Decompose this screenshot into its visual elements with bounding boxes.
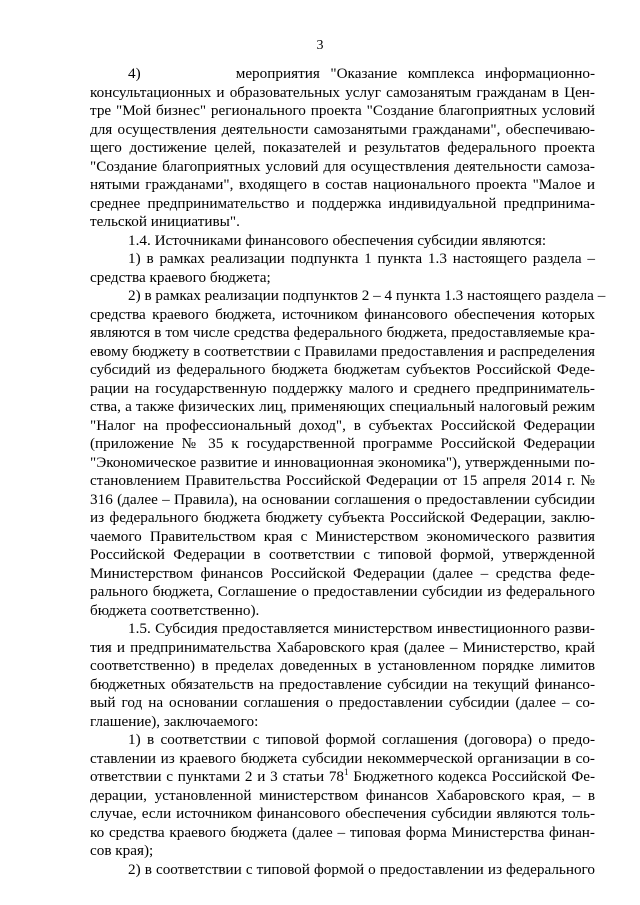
text-line xyxy=(90,398,595,417)
text-line-content: сов края); xyxy=(90,842,154,859)
text-line xyxy=(90,158,595,177)
text-line-content: "Экономическое развитие и инновационная экономика"), утвержденными по- xyxy=(90,453,595,471)
text-line-content: становлением Правительства Российской Федерации от 15 апреля 2014 г. № xyxy=(90,472,595,489)
text-line xyxy=(90,102,595,121)
text-line-content: Российской Федерации в соответствии с типовой формой, утвержденной xyxy=(90,546,595,563)
text-line xyxy=(90,65,595,84)
text-line-content: ставлении из краевого бюджета субсидии некоммерческой организации в со- xyxy=(90,749,595,767)
text-line-content: рального бюджета, Соглашение о предоставлении субсидии из федерального xyxy=(90,583,595,600)
text-line xyxy=(90,324,595,343)
text-line-content: тре "Мой бизнес" регионального проекта "Создание благоприятных условий xyxy=(90,102,595,119)
text-line xyxy=(90,731,595,750)
text-line-content: дерации, установленной министерством финансов Хабаровского края, – в xyxy=(90,786,595,804)
text-line xyxy=(90,583,595,602)
text-line xyxy=(90,713,595,732)
text-line xyxy=(90,380,595,399)
text-line-content: среднее предпринимательство и поддержка индивидуальной предпринима- xyxy=(90,194,595,212)
text-line-content: средства краевого бюджета; xyxy=(90,268,271,286)
text-line-content: ства, а также физических лиц, применяющих специальный налоговый режим xyxy=(90,398,595,415)
text-line-content: являются в том числе средства федерального бюджета, предоставляемые кра- xyxy=(90,324,595,341)
text-line xyxy=(90,824,595,843)
text-line xyxy=(90,176,595,195)
text-line-content: 316 (далее – Правила), на основании соглашения о предоставлении субсидии xyxy=(90,490,595,508)
text-line xyxy=(90,435,595,454)
text-line xyxy=(90,139,595,158)
text-line-content: субсидий из федерального бюджета бюджетам субъектов Российской Феде- xyxy=(90,361,595,378)
text-line xyxy=(90,269,595,288)
text-line xyxy=(90,213,595,232)
text-line xyxy=(90,676,595,695)
text-line-content: "Создание благоприятных условий для осуществления деятельности самоза- xyxy=(90,157,595,175)
text-line-content: 1.4. Источниками финансового обеспечения субсидии являются: xyxy=(128,231,547,249)
text-line-content: 1) в соответствии с типовой формой соглашения (договора) о предо- xyxy=(128,731,595,748)
text-line-content: бюджетных обязательств на предоставление субсидии на текущий финансо- xyxy=(90,675,595,693)
text-line-content: Министерством финансов Российской Федерации (далее – средства феде- xyxy=(90,564,595,582)
text-line-content: средства краевого бюджета, источником финансового обеспечения которых xyxy=(90,305,595,323)
page-number: 3 xyxy=(316,38,324,53)
superscript: 1 xyxy=(344,766,349,777)
text-line xyxy=(90,472,595,491)
text-line-content: из федерального бюджета бюджету субъекта Российской Федерации, заклю- xyxy=(90,509,595,526)
text-line xyxy=(90,491,595,510)
text-line xyxy=(90,306,595,325)
text-line xyxy=(90,602,595,621)
text-line-content: 2) в рамках реализации подпунктов 2 – 4 пункта 1.3 настоящего раздела – xyxy=(128,287,606,304)
text-line-content: нятыми гражданами", входящего в состав национального проекта "Малое и xyxy=(90,176,595,193)
text-line xyxy=(90,639,595,658)
text-line xyxy=(90,750,595,769)
text-line xyxy=(90,509,595,528)
text-line xyxy=(90,861,595,880)
text-line-content: рации на государственную поддержку малого и среднего предприниматель- xyxy=(90,379,595,397)
text-line-content: вый год на основании соглашения о предоставлении субсидии (далее – со- xyxy=(90,694,595,711)
text-line xyxy=(90,454,595,473)
text-line xyxy=(90,250,595,269)
text-line xyxy=(90,842,595,861)
text-line xyxy=(90,657,595,676)
text-line xyxy=(90,361,595,380)
text-line-content: для осуществления деятельности самозанятыми гражданами", обеспечиваю- xyxy=(90,120,595,138)
text-line-content: тельской инициативы". xyxy=(90,213,240,230)
text-line-continuation: Бюджетного кодекса Российской Фе- xyxy=(348,768,596,785)
text-line xyxy=(90,565,595,584)
text-line xyxy=(90,546,595,565)
document-body xyxy=(90,65,606,879)
text-line-content: 1.5. Субсидия предоставляется министерством инвестиционного разви- xyxy=(128,620,595,637)
text-line xyxy=(90,768,595,787)
text-line-content: случае, если источником финансового обеспечения субсидии являются толь- xyxy=(90,805,595,822)
text-line xyxy=(90,787,595,806)
text-line-content: глашение), заключаемого: xyxy=(90,712,259,730)
text-line-content: тия и предпринимательства Хабаровского края (далее – Министерство, край xyxy=(90,638,595,656)
text-line-content: 2) в соответствии с типовой формой о предоставлении из федерального xyxy=(128,860,595,878)
text-line-content: "Налог на профессиональный доход", в субъектах Российской Федерации xyxy=(90,416,595,434)
text-line-content: (приложение № 35 к государственной программе Российской Федерации xyxy=(90,435,595,452)
text-line xyxy=(90,195,595,214)
text-line-content: консультационных и образовательных услуг самозанятым гражданам в Цен- xyxy=(90,83,595,101)
text-line xyxy=(90,694,595,713)
text-line-content: бюджета соответственно). xyxy=(90,601,260,619)
text-line xyxy=(90,528,595,547)
text-line-content: щего достижение целей, показателей и результатов федерального проекта xyxy=(90,139,595,156)
text-line-content: соответственно) в пределах доведенных в установленном порядке лимитов xyxy=(90,657,595,674)
text-line-content: ответствии с пунктами 2 и 3 статьи 78 xyxy=(90,768,345,785)
text-line xyxy=(90,287,606,306)
text-line xyxy=(90,84,595,103)
text-line xyxy=(90,417,595,436)
text-line-content: чаемого Правительством края с Министерством экономического развития xyxy=(90,527,595,545)
text-line xyxy=(90,805,595,824)
text-line-content: 1) в рамках реализации подпункта 1 пункта 1.3 настоящего раздела – xyxy=(128,250,595,267)
text-line-content: евому бюджету в соответствии с Правилами предоставления и распределения xyxy=(90,342,595,360)
text-line xyxy=(90,232,595,251)
text-line-content: 4) мероприятия "Оказание комплекса информационно- xyxy=(128,65,595,82)
text-line xyxy=(90,343,595,362)
text-line xyxy=(90,620,595,639)
text-line xyxy=(90,121,595,140)
text-line-content: ко средства краевого бюджета (далее – типовая форма Министерства финан- xyxy=(90,823,595,841)
